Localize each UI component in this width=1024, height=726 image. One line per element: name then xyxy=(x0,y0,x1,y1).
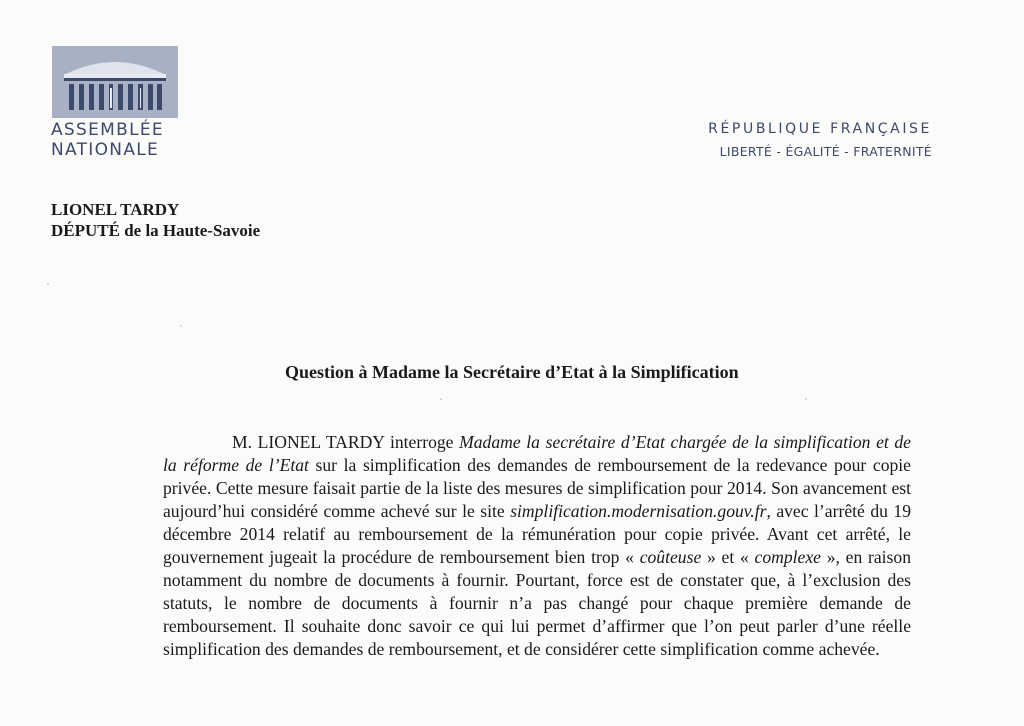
body-italic-segment: complexe xyxy=(754,547,821,567)
body-italic-segment: coûteuse xyxy=(639,547,702,567)
body-text-segment: », en raison notamment du nombre de documents à fournir. Pourtant, force est de constater que, à l’exclusion des statuts, le nombre de documents à fournir n’a pas changé pour chaque première demande de remboursement. Il souhaite donc savoir ce qui lui permet d’affirmer que l’on peut parler d’une réelle simplification des demandes de remboursement, et de considérer cette simplification comme achevée. xyxy=(163,547,911,659)
logo-line-1: ASSEMBLÉE xyxy=(51,120,164,140)
assemblee-nationale-building-logo-icon xyxy=(52,46,178,118)
republic-header xyxy=(708,119,932,162)
body-text-segment: sur la simplification des demandes de remboursement de la redevance pour copie privée. Cette mesure faisait partie de la liste des mesures de simplification pour 2014. Son avancement est aujourd’hui considéré comme achevé sur le site xyxy=(163,455,911,521)
logo-line-2: NATIONALE xyxy=(51,140,160,160)
document-title: Question à Madame la Secrétaire d’Etat à la Simplification xyxy=(285,362,739,382)
body-italic-segment: Madame la secrétaire d’Etat chargée de la simplification et de la réforme de l’Etat xyxy=(163,432,911,475)
scan-speck xyxy=(47,283,49,285)
body-text-segment: » et « xyxy=(701,547,755,567)
scan-speck xyxy=(805,398,807,400)
scan-speck xyxy=(440,398,442,400)
author-name: LIONEL TARDY xyxy=(51,200,180,219)
author-block xyxy=(51,199,260,241)
assemblee-nationale-logo xyxy=(52,46,178,118)
body-text-segment: M. LIONEL TARDY interroge xyxy=(232,432,460,452)
body-text-segment: , avec l’arrêté du 19 décembre 2014 relatif au remboursement de la rémunération pour copie privée. Avant cet arrêté, le gouvernement jugeait la procédure de remboursement bien trop « xyxy=(163,501,911,567)
republic-motto: LIBERTÉ - ÉGALITÉ - FRATERNITÉ xyxy=(719,144,932,159)
question-body xyxy=(163,431,911,661)
republic-name: RÉPUBLIQUE FRANÇAISE xyxy=(708,121,932,137)
question-paragraph xyxy=(163,431,911,661)
website-reference: simplification.modernisation.gouv.fr xyxy=(510,501,767,521)
author-role: DÉPUTÉ de la Haute-Savoie xyxy=(51,221,261,240)
scan-speck xyxy=(180,325,182,327)
assemblee-nationale-wordmark xyxy=(51,120,164,160)
